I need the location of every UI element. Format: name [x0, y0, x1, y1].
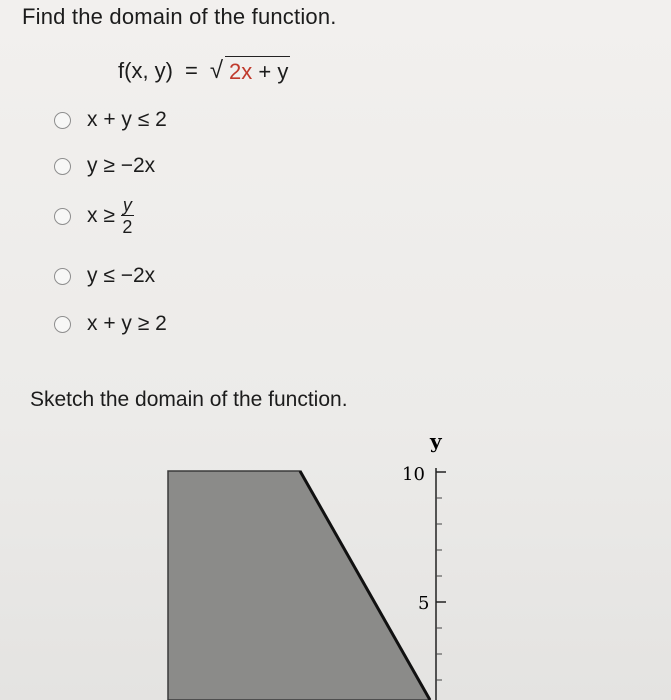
- y-axis-label: y: [430, 429, 442, 453]
- option-2-label: y ≥ −2x: [87, 154, 156, 177]
- question-2-title: Sketch the domain of the function.: [30, 388, 348, 411]
- option-5-radio[interactable]: [54, 316, 71, 333]
- domain-graph-svg: [0, 420, 671, 700]
- option-1-radio[interactable]: [54, 112, 71, 129]
- y-tick-label-10: 10: [402, 464, 425, 485]
- answer-options: [54, 102, 454, 352]
- option-3-radio[interactable]: [54, 208, 71, 225]
- option-5[interactable]: [54, 312, 167, 336]
- option-3-label: [87, 196, 134, 236]
- option-4-radio[interactable]: [54, 268, 71, 285]
- option-3[interactable]: [54, 196, 134, 236]
- square-root: [210, 56, 291, 85]
- option-5-label: x + y ≥ 2: [87, 312, 167, 335]
- option-1[interactable]: [54, 108, 167, 132]
- radicand-tail: + y: [258, 59, 289, 84]
- option-3-text: x ≥: [87, 204, 115, 227]
- option-4-label: y ≤ −2x: [87, 264, 156, 287]
- function-expression: [118, 56, 290, 85]
- y-tick-label-5: 5: [418, 593, 430, 614]
- option-4[interactable]: [54, 264, 155, 288]
- radical-sign: √: [209, 56, 224, 84]
- domain-graph: [0, 420, 671, 700]
- radicand-main: 2x: [229, 59, 253, 84]
- function-equals: =: [185, 57, 198, 83]
- radicand: [225, 56, 290, 85]
- fraction-denominator: 2: [122, 217, 133, 237]
- option-1-label: x + y ≤ 2: [87, 108, 167, 131]
- question-1-title: Find the domain of the function.: [22, 4, 337, 29]
- option-2-radio[interactable]: [54, 158, 71, 175]
- shaded-domain-region: [168, 471, 430, 700]
- option-3-fraction: [121, 196, 134, 236]
- function-lhs: f(x, y): [118, 57, 173, 83]
- option-2[interactable]: [54, 154, 155, 178]
- y-axis-minor-ticks: [436, 498, 442, 680]
- fraction-numerator: y: [122, 195, 132, 215]
